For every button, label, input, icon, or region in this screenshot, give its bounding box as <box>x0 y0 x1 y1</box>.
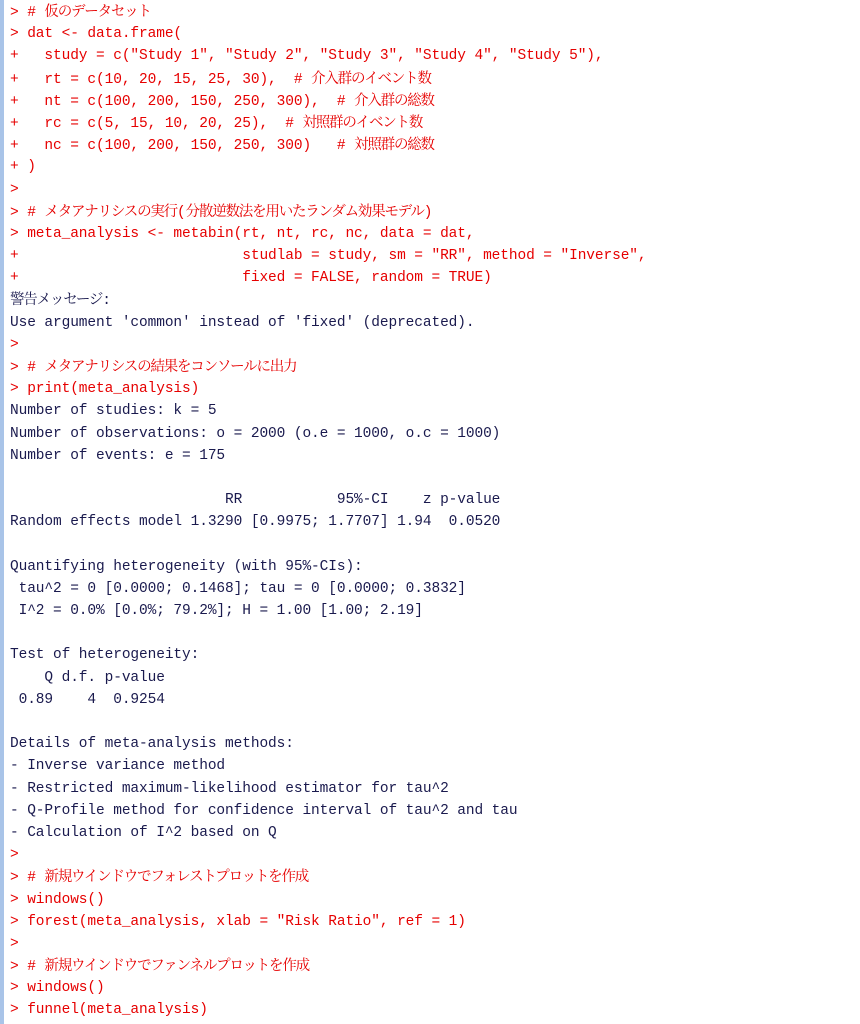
console-output-line: - Inverse variance method <box>10 758 226 775</box>
console-input-line: + study = c("Study 1", "Study 2", "Study 3", "Study 4", "Study 5"), <box>10 48 604 65</box>
console-input-line: > <box>10 181 19 198</box>
console-output-line: 0.89 4 0.9254 <box>10 691 165 708</box>
console-output-line <box>10 711 860 733</box>
console-output-line: I^2 = 0.0% [0.0%; 79.2%]; H = 1.00 [1.00; 2.19] <box>10 603 423 620</box>
console-input-line: + rt = c(10, 20, 15, 25, 30), # 介入群のイベント数 <box>10 70 431 88</box>
console-input-line: > # メタアナリシスの結果をコンソールに出力 <box>10 359 297 376</box>
console-output-line: Quantifying heterogeneity (with 95%-CIs): <box>10 558 363 575</box>
console-output-line: Number of observations: o = 2000 (o.e = 1000, o.c = 1000) <box>10 425 501 442</box>
console-input-line: > windows() <box>10 891 105 908</box>
console-output[interactable] <box>10 1 860 1022</box>
console-output-line: RR 95%-CI z p-value <box>10 492 501 509</box>
console-input-line: + studlab = study, sm = "RR", method = "Inverse", <box>10 248 647 265</box>
console-input-line: + rc = c(5, 15, 10, 20, 25), # 対照群のイベント数 <box>10 114 423 132</box>
console-output-line: - Q-Profile method for confidence interval of tau^2 and tau <box>10 802 518 819</box>
console-input-line: + fixed = FALSE, random = TRUE) <box>10 270 492 287</box>
console-input-line: + nt = c(100, 200, 150, 250, 300), # 介入群の総数 <box>10 92 434 110</box>
console-output-line: Q d.f. p-value <box>10 669 165 686</box>
console-input-line: + ) <box>10 159 36 176</box>
console-input-line: > funnel(meta_analysis) <box>10 1002 208 1019</box>
console-output-line: Random effects model 1.3290 [0.9975; 1.7707] 1.94 0.0520 <box>10 514 501 531</box>
console-input-line: > # 新規ウインドウでファンネルプロットを作成 <box>10 958 309 976</box>
console-input-line: > dat <- data.frame( <box>10 26 183 43</box>
console-output-line: tau^2 = 0 [0.0000; 0.1468]; tau = 0 [0.0000; 0.3832] <box>10 580 466 597</box>
console-output-line <box>10 622 860 644</box>
console-input-line: > windows() <box>10 980 105 997</box>
console-input-line: > <box>10 935 19 952</box>
console-input-line: > # 仮のデータセット <box>10 4 151 21</box>
console-left-border <box>0 0 4 1024</box>
console-output-line: Test of heterogeneity: <box>10 647 200 664</box>
console-output-line: 警告メッセージ: <box>10 292 111 310</box>
console-input-line: + nc = c(100, 200, 150, 250, 300) # 対照群の総数 <box>10 137 434 155</box>
console-input-line: > # メタアナリシスの実行(分散逆数法を用いたランダム効果モデル) <box>10 203 433 221</box>
console-input-line: > <box>10 336 19 353</box>
console-input-line: > meta_analysis <- metabin(rt, nt, rc, nc, data = dat, <box>10 225 475 242</box>
console-input-line: > print(meta_analysis) <box>10 381 200 398</box>
console-input-line: > forest(meta_analysis, xlab = "Risk Ratio", ref = 1) <box>10 913 466 930</box>
console-input-line: > # 新規ウインドウでフォレストプロットを作成 <box>10 869 309 887</box>
console-output-line <box>10 467 860 489</box>
console-output-line: - Restricted maximum-likelihood estimator for tau^2 <box>10 780 449 797</box>
console-output-line: Number of studies: k = 5 <box>10 403 217 420</box>
console-output-line <box>10 534 860 556</box>
console-output-line: Details of meta-analysis methods: <box>10 736 294 753</box>
console-output-line: Number of events: e = 175 <box>10 447 226 464</box>
console-output-line: Use argument 'common' instead of 'fixed' (deprecated). <box>10 314 475 331</box>
console-input-line: > <box>10 847 19 864</box>
console-output-line: - Calculation of I^2 based on Q <box>10 824 277 841</box>
